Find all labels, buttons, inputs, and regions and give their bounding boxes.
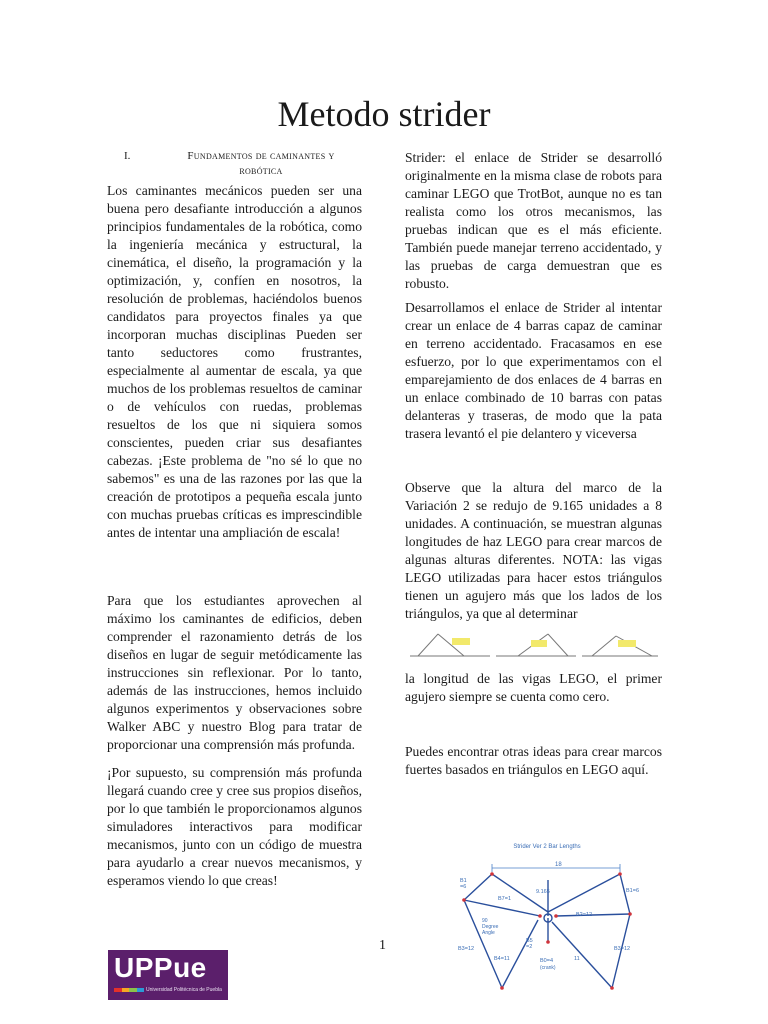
triangle-frames-figure <box>408 626 660 662</box>
label-b7: B7=1 <box>498 896 511 902</box>
right-paragraph-5: Puedes encontrar otras ideas para crear marcos fuertes basados en triángulos en LEGO aquí. <box>405 744 662 777</box>
left-paragraph-3: ¡Por supuesto, su comprensión más profunda llegará cuando cree y cree sus propios diseños, por lo que también le proporcionamos algunos simuladores interactivos para modificar mecanismos, junto con un código de muestra para ayudarlo a crear nuevos mecanismos, y esperamos viendo lo que creas! <box>107 765 362 888</box>
uppue-logo <box>108 950 228 1000</box>
right-paragraph-3: Observe que la altura del marco de la Variación 2 se redujo de 9.165 unidades a 8 unidades. A continuación, se muestran algunas longitudes de haz LEGO para crear marcos de algunas alturas diferentes. NOTA: las vigas LEGO utilizadas para hacer estos triángulos tienen un agujero más que los lados de los triángulos, ya que al determinar <box>405 480 662 621</box>
label-b3-right: B3=12 <box>614 946 631 952</box>
right-paragraph-1: Strider: el enlace de Strider se desarrolló originalmente en la misma clase de robots para caminar LEGO que TrotBot, aunque no es tan realista como los otros mecanismos, las pruebas indican que es el más eficiente. También puede manejar terreno accidentado, y las pruebas de carga demuestran que es robusto. <box>405 150 662 291</box>
section-heading-text: Fundamentos de caminantes y robótica <box>187 150 335 177</box>
label-b5: B5 =2 <box>526 938 533 950</box>
document-title: Metodo strider <box>277 94 491 134</box>
top-length: 18 <box>555 862 562 868</box>
left-paragraph-1: Los caminantes mecánicos pueden ser una buena pero desafiante introducción a algunos principios fundamentales de la robótica, como la ingeniería mecánica y estructural, la cinemática, el diseño, la programación y la optimización, y, confíen en nosotros, la resolución de problemas, haciéndolos buenos candidatos para proyectos finales ya que incorporan muchas disciplinas Pueden ser tanto seductores como frustrantes, especialmente al aumentar de escala, ya que muchos de los problemas resueltos de caminar o de vehículos con ruedas, problemas resueltos de los que ni siquiera somos conscientes, pueden criar sus desafiantes cabezas. ¡Este problema de "no sé lo que no sabemos" es una de las razones por las que la creación de prototipos a pequeña escala junto con muchas pruebas críticas es imprescindible antes de intentar una ampliación de escala! <box>107 183 362 540</box>
label-height: 9.165 <box>536 889 550 895</box>
label-eleven: 11 <box>574 956 580 962</box>
logo-text: UPPue <box>114 952 207 983</box>
label-crank: (crank) <box>540 965 556 971</box>
label-b0: B0=4 <box>540 958 553 964</box>
left-paragraph-2: Para que los estudiantes aprovechen al máximo los caminantes de edificios, deben comprender el razonamiento detrás de los diseños en lugar de seguir metódicamente las instrucciones sin reflexionar. Por lo tanto, además de las instrucciones, hemos incluido algunos experimentos y observaciones sobre Walker ABC y nuestro Blog para tratar de proporcionar una comprensión más profunda. <box>107 593 362 752</box>
right-paragraph-4: la longitud de las vigas LEGO, el primer agujero siempre se cuenta como cero. <box>405 671 662 704</box>
section-number: I. <box>124 150 131 162</box>
logo-subtext: Universidad Politécnica de Puebla <box>146 987 222 993</box>
strider-linkage-diagram <box>440 838 654 994</box>
label-angle: 90 Degree Angle <box>482 918 499 936</box>
logo-color-bars <box>114 988 144 992</box>
label-b2: B2=12 <box>576 912 593 918</box>
diagram-title: Strider Ver 2 Bar Lengths <box>513 844 581 850</box>
label-b3-left: B3=12 <box>458 946 475 952</box>
right-paragraph-2: Desarrollamos el enlace de Strider al intentar crear un enlace de 4 barras capaz de caminar en terreno accidentado. Fracasamos en ese esfuerzo, por lo que experimentamos con el emparejamiento de dos enlaces de 4 barras en un enlace combinado de 10 barras con patas delanteras y traseras, de modo que la pata trasera levantó el pie delantero y viceversa <box>405 300 662 441</box>
section-heading <box>107 149 362 179</box>
label-b1-right: B1=6 <box>626 888 639 894</box>
page-number: 1 <box>379 938 386 953</box>
label-b1-left: B1 =6 <box>460 878 467 890</box>
label-b4: B4=11 <box>494 956 510 962</box>
